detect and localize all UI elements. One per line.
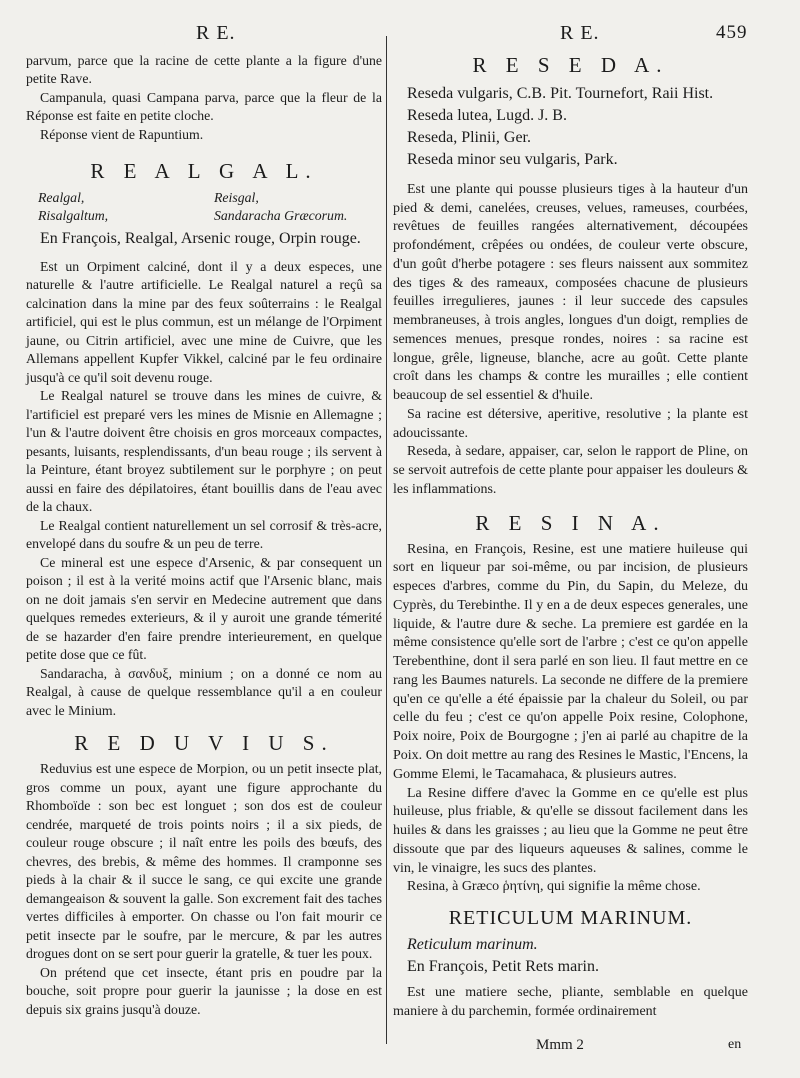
entry-heading-reduvius: R E D U V I U S.: [74, 730, 334, 755]
synonym: Reseda minor seu vulgaris, Park.: [407, 150, 618, 168]
running-head-left: R E.: [196, 22, 236, 44]
entry-paragraph: Reduvius est une espece de Morpion, ou un petit insecte plat, gros comme un poux, ayant une figure approchante du Rhomboïde : son bec est longuet ; son dos est de couleur cendrée, marqueté de trois points noirs ; il a six pieds, de couleur rouge obscure ; il naît entre les poils des bœufs, des chevres, des brebis, & même des hommes. Il cramponne ses pieds à la chair & il succe le sang, ce qui excite une grande demangeaison & souvent la galle. Son excrement fait des taches vertes difficiles à emporter. On chasse ou l'on fait mourir ce petit insecte par le soufre, par le mercure, & par les autres drogues dont on se sert pour guerir la gratelle, & tuer les poux.: [26, 761, 382, 962]
intro-paragraph: Campanula, quasi Campana parva, parce que la fleur de la Réponse est faite en petite cloche.: [26, 89, 382, 124]
synonym: Risalgaltum,: [38, 208, 109, 224]
left-column: [26, 52, 382, 1019]
entry-paragraph: Sa racine est détersive, aperitive, resolutive ; la plante est adoucissante.: [393, 406, 748, 441]
entry-paragraph: Le Realgal contient naturellement un sel corrosif & très-acre, envelopé dans du soufre & un peu de terre.: [26, 517, 382, 552]
synonym: Reseda vulgaris, C.B. Pit. Tournefort, Raii Hist.: [407, 84, 714, 102]
catchword: en: [728, 1037, 742, 1052]
entry-heading-reseda: R E S E D A.: [472, 53, 669, 77]
column-divider: [386, 36, 387, 1044]
entry-paragraph: Sandaracha, à σανδυξ, minium ; on a donné ce nom au Realgal, à cause de quelque ressemblance qu'il a en couleur avec le Minium.: [26, 665, 382, 718]
synonym: Realgal,: [38, 189, 85, 205]
right-column: [393, 52, 748, 1021]
entry-paragraph: Est une matiere seche, pliante, semblable en quelque maniere à du parchemin, formée ordinairement: [393, 984, 748, 1019]
french-name: En François, Realgal, Arsenic rouge, Orpin rouge.: [40, 229, 361, 247]
entry-paragraph: Resina, en François, Resine, est une matiere huileuse qui sort en liqueur par soi-même, ou par incision, de plusieurs especes d'arbres, comme du Pin, du Sapin, du Meleze, du Cyprès, du Terebinthe. Il y en a de deux especes generales, une liquide, & l'autre dure & seche. La premiere est gardée en la même consistence qu'elle sort de l'arbre ; c'est ce qu'on appelle Terebenthine, dont il sera parlé en son lieu. Il faut mettre en ce rang les Baumes naturels. La seconde ne differe de la premiere qu'en ce qu'elle a été épaissie par la chaleur du Soleil, ou par celle du feu ; c'est ce qu'on appelle Poix resine, Colophone, Poix noire, Poix de Bourgogne ; j'en ai parlé au chapitre de la Poix. On doit mettre au rang des Resines le Mastic, l'Encens, la Gomme Elemi, le Tacamahaca, & plusieurs autres.: [393, 541, 748, 782]
entry-heading-realgal: R E A L G A L.: [90, 159, 318, 184]
synonym: Reisgal,: [214, 189, 259, 205]
entry-paragraph: La Resine differe d'avec la Gomme en ce qu'elle est plus huileuse, plus friable, & qu'elle se dissout facilement dans les huiles & dans les graisses ; au lieu que la Gomme ne peut être dissoute que par des liqueurs aqueuses & salines, comme le vin, le vinaigre, les sucs des plantes.: [393, 785, 748, 876]
entry-heading-resina: R E S I N A.: [475, 510, 666, 535]
entry-paragraph: Ce mineral est une espece d'Arsenic, & par consequent un poison ; il est à la verité moins actif que l'Arsenic blanc, mais on ne doit jamais s'en servir en Medecine autrement que dans quelques remedes exterieurs, & il y auroit une grande témerité de se hazarder d'en faire prendre interieurement, en quelque petite dose que ce fût.: [26, 554, 382, 663]
intro-paragraph: Réponse vient de Rapuntium.: [40, 126, 204, 142]
synonym: Sandaracha Græcorum.: [214, 208, 348, 224]
entry-paragraph: Resina, à Græco ῥητίνη, qui signifie la même chose.: [407, 879, 701, 895]
entry-paragraph: Est une plante qui pousse plusieurs tiges à la hauteur d'un pied & demi, canelées, creuses, velues, rameuses, courbées, revêtues de feuilles rangées alternativement, découpées profondément, crêpées ou ondées, de couleur verte obscure, d'un goût d'herbe potagere : ses fleurs naissent aux sommitez des tiges & des rameaux, composées chacune de plusieurs feuilles irregulieres, jaunes : il leur succede des capsules membraneuses, à trois angles, longues d'un doigt, remplies de semences menues, presque rondes, noires : sa racine est longue, grêle, ligneuse, blanche, acre au goût. Cette plante croît dans les champs & contre les murailles ; elle contient beaucoup de sel essentiel & d'huile.: [393, 181, 748, 404]
synonym: Reseda lutea, Lugd. J. B.: [407, 106, 567, 124]
synonym-list: [38, 189, 382, 226]
entry-paragraph: Le Realgal naturel se trouve dans les mines de cuivre, & l'artificiel est preparé vers les mines de Misnie en Allemagne ; l'un & l'autre doivent être choisis en gros morceaux compactes, pesants, luisants, resplendissants, d'un beau rouge ; ils servent à la Peinture, étant broyez subtilement sur le porphyre ; on peut aussi en faire des dépilatoires, étant bouillis dans de l'eau avec de la chaux.: [26, 388, 382, 515]
signature-mark: Mmm 2: [536, 1037, 584, 1053]
entry-paragraph: On prétend que cet insecte, étant pris en poudre par la bouche, soit propre pour guerir la jaunisse ; la dose en est depuis six grains jusqu'à douze.: [26, 964, 382, 1017]
running-head-right: R E.: [560, 22, 600, 44]
latin-name: Reticulum marinum.: [407, 935, 538, 953]
page-number: 459: [716, 22, 748, 43]
entry-paragraph: Reseda, à sedare, appaiser, car, selon le rapport de Pline, on se servoit autrefois de cette plante pour appaiser les douleurs & les inflammations.: [393, 444, 748, 498]
french-name: En François, Petit Rets marin.: [407, 957, 599, 975]
intro-paragraph: parvum, parce que la racine de cette plante a la figure d'une petite Rave.: [26, 53, 382, 87]
entry-heading-reticulum: RETICULUM MARINUM.: [448, 907, 693, 930]
synonym: Reseda, Plinii, Ger.: [407, 128, 531, 146]
entry-paragraph: Est un Orpiment calciné, dont il y a deux especes, une naturelle & l'autre artificielle. Le Realgal naturel a reçû sa calcination dans la mine par des feux soûterrains : le Realgal artificiel, qui est le plus commun, est un mélange de l'Orpiment jaune, ou Citrin artificiel, avec une mine de Cuivre, que les Allemans appellent Kupfer Vikkel, calciné par le feu ordinaire jusqu'à ce qu'il soit devenu rouge.: [26, 258, 382, 385]
